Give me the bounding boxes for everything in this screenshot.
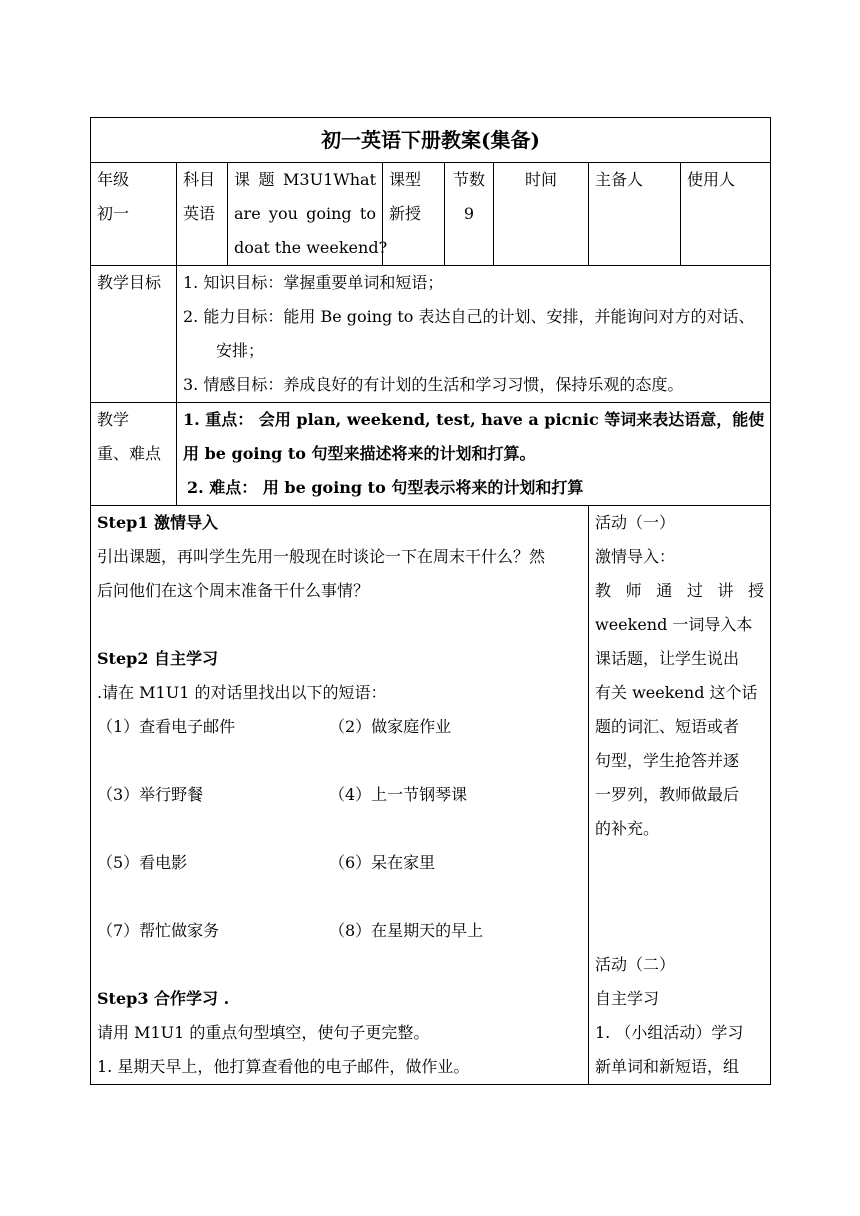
time-cell (494, 163, 589, 266)
phrase-7: （7）帮忙做家务 (97, 921, 220, 940)
phrase-3: （3）举行野餐 (97, 785, 204, 804)
grade-cell (91, 163, 177, 266)
spacer (595, 846, 764, 880)
subject-cell (177, 163, 228, 266)
step1-line-2: 后问他们在这个周末准备干什么事情？ (97, 581, 370, 600)
lesson-line-1: 课 题 M3U1What (234, 170, 376, 189)
spacer (97, 608, 582, 642)
activity1-line-1: 教 师 通 过 讲 授 (595, 581, 765, 600)
step3-item-1: 1. 星期天早上，他打算查看他的电子邮件，做作业。 (97, 1057, 470, 1076)
activities-cell (589, 506, 771, 1085)
user-cell (681, 163, 771, 266)
spacer (97, 948, 582, 982)
objective-2-line-1: 2. 能力目标：能用 Be going to 表达自己的计划、安排，并能询问对方的对话、 (183, 307, 755, 326)
objectives-content (177, 266, 771, 403)
subject-label: 科目 (183, 170, 216, 189)
preparer-cell (589, 163, 681, 266)
subject-value: 英语 (183, 204, 216, 223)
activity1-line-7: 一罗列，教师做最后 (595, 785, 740, 804)
keypoints-label-line-1: 教学 (97, 410, 130, 429)
lesson-cell (228, 163, 388, 266)
objective-2-line-2: 安排； (216, 341, 265, 360)
phrase-row-4 (97, 914, 582, 948)
spacer (97, 744, 582, 778)
keypoints-label (91, 403, 177, 506)
objective-1: 1. 知识目标：掌握重要单词和短语； (183, 273, 444, 292)
phrase-2: （2）做家庭作业 (329, 717, 452, 736)
phrase-4: （4）上一节钢琴课 (329, 785, 468, 804)
lesson-line-2: are you going to (234, 204, 376, 223)
step2-instruction: .请在 M1U1 的对话里找出以下的短语： (97, 683, 387, 702)
activity1-title: 活动（一） (595, 513, 676, 532)
spacer (595, 880, 764, 914)
keypoint-1-line-1: 1. 重点： 会用 plan, weekend, test, have a picnic 等词来表达语意，能使 (183, 410, 765, 429)
phrase-row-1 (97, 710, 582, 744)
type-label: 课型 (389, 170, 422, 189)
keypoint-1-line-2: 用 be going to 句型来描述将来的计划和打算。 (183, 444, 536, 463)
step1-title: Step1 激情导入 (97, 513, 219, 532)
step3-instruction: 请用 M1U1 的重点句型填空，使句子更完整。 (97, 1023, 430, 1042)
activity1-subtitle: 激情导入： (595, 547, 676, 566)
lesson-line-3: doat the weekend? (234, 238, 388, 257)
activity2-subtitle: 自主学习 (595, 989, 660, 1008)
step2-title: Step2 自主学习 (97, 649, 219, 668)
phrase-row-2 (97, 778, 582, 812)
document-title: 初一英语下册教案(集备) (91, 118, 771, 163)
phrase-8: （8）在星期天的早上 (329, 921, 484, 940)
activity1-line-2: weekend 一词导入本 (595, 615, 753, 634)
objectives-label: 教学目标 (91, 266, 177, 403)
activity2-title: 活动（二） (595, 955, 676, 974)
time-label: 时间 (524, 170, 557, 189)
spacer (595, 914, 764, 948)
activity1-line-4: 有关 weekend 这个话 (595, 683, 758, 702)
phrase-row-3 (97, 846, 582, 880)
preparer-label: 主备人 (595, 170, 644, 189)
activity1-line-3: 课话题，让学生说出 (595, 649, 740, 668)
lesson-plan-table (90, 117, 771, 1085)
keypoints-content (177, 403, 771, 506)
activity1-line-6: 句型，学生抢答并逐 (595, 751, 740, 770)
spacer (97, 880, 582, 914)
activity2-line-1: 1. （小组活动）学习 (595, 1023, 744, 1042)
activity2-line-2: 新单词和新短语，组 (595, 1057, 740, 1076)
grade-value: 初一 (97, 204, 130, 223)
activity1-line-8: 的补充。 (595, 819, 660, 838)
period-label: 节数 (452, 170, 485, 189)
type-value: 新授 (389, 204, 422, 223)
grade-label: 年级 (97, 170, 130, 189)
steps-cell (91, 506, 589, 1085)
period-value: 9 (463, 204, 475, 223)
phrase-6: （6）呆在家里 (329, 853, 436, 872)
phrase-5: （5）看电影 (97, 853, 188, 872)
user-label: 使用人 (687, 170, 736, 189)
step3-title: Step3 合作学习 . (97, 989, 230, 1008)
type-cell (383, 163, 445, 266)
activity1-line-5: 题的词汇、短语或者 (595, 717, 740, 736)
keypoint-2: 2. 难点： 用 be going to 句型表示将来的计划和打算 (187, 478, 584, 497)
keypoints-label-line-2: 重、难点 (97, 444, 162, 463)
phrase-1: （1）查看电子邮件 (97, 717, 236, 736)
spacer (97, 812, 582, 846)
step1-line-1: 引出课题，再叫学生先用一般现在时谈论一下在周末干什么？然 (97, 547, 546, 566)
objective-3: 3. 情感目标：养成良好的有计划的生活和学习习惯，保持乐观的态度。 (183, 375, 684, 394)
period-cell (445, 163, 494, 266)
